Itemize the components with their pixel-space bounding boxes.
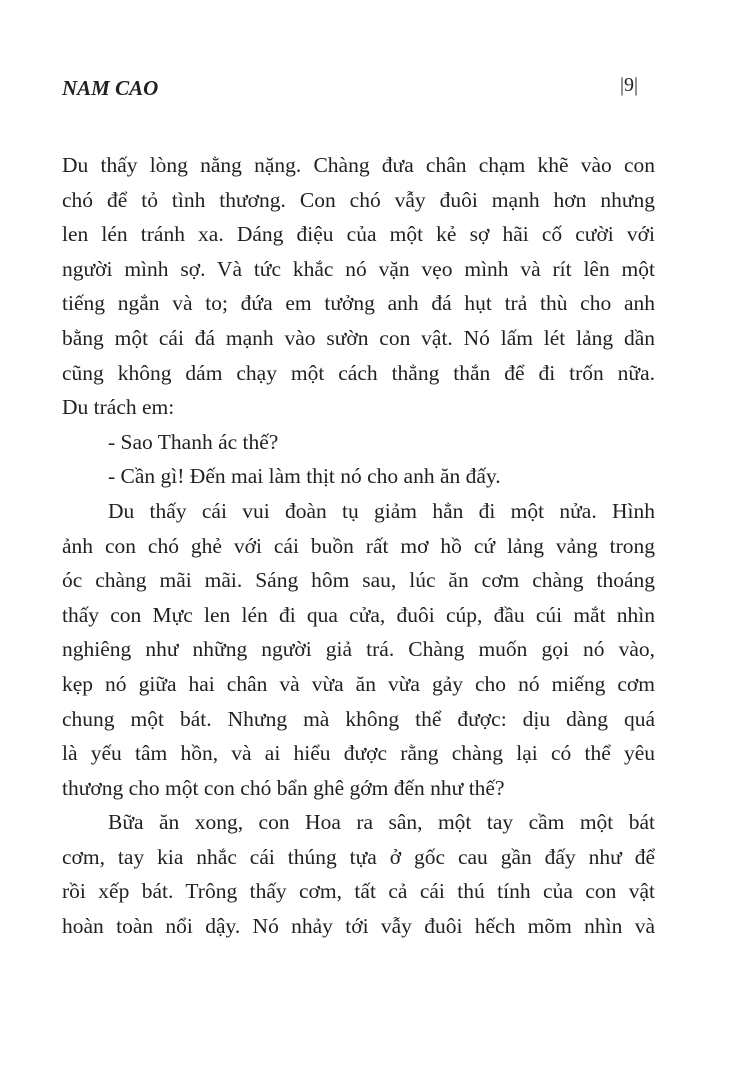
text-line: kẹp nó giữa hai chân và vừa ăn vừa gảy cho nó miếng cơm — [62, 671, 655, 696]
paragraph — [62, 494, 655, 805]
paragraph — [62, 425, 655, 460]
paragraph — [62, 805, 655, 943]
body-text — [62, 148, 655, 944]
text-line: Bữa ăn xong, con Hoa ra sân, một tay cầm một bát — [108, 810, 655, 835]
running-header-author: NAM CAO — [62, 76, 159, 100]
text-line: cơm, tay kia nhắc cái thúng tựa ở gốc cau gần đấy như để — [62, 844, 655, 869]
text-line: ảnh con chó ghẻ với cái buồn rất mơ hồ cứ lảng vảng trong — [62, 533, 655, 558]
text-line: là yếu tâm hồn, và ai hiểu được rằng chàng lại có thể yêu — [62, 741, 655, 766]
text-line: người mình sợ. Và tức khắc nó vặn vẹo mình và rít lên một — [62, 256, 655, 281]
text-line: chung một bát. Nhưng mà không thể được: dịu dàng quá — [62, 706, 655, 731]
text-line: chó để tỏ tình thương. Con chó vẫy đuôi mạnh hơn nhưng — [62, 187, 655, 212]
text-line: len lén tránh xa. Dáng điệu của một kẻ sợ hãi cố cười với — [62, 222, 655, 247]
text-line: Du thấy lòng nằng nặng. Chàng đưa chân chạm khẽ vào con — [62, 153, 655, 177]
text-line: thương cho một con chó bẩn ghê gớm đến như thế? — [62, 775, 505, 800]
text-line: rồi xếp bát. Trông thấy cơm, tất cả cái thú tính của con vật — [62, 879, 655, 904]
page-number: |9| — [620, 74, 639, 96]
text-line: óc chàng mãi mãi. Sáng hôm sau, lúc ăn cơm chàng thoáng — [62, 568, 655, 593]
text-line: tiếng ngắn và to; đứa em tưởng anh đá hụt trả thù cho anh — [62, 291, 655, 316]
text-line: thấy con Mực len lén đi qua cửa, đuôi cúp, đầu cúi mắt nhìn — [62, 602, 655, 627]
text-line: cũng không dám chạy một cách thẳng thắn để đi trốn nữa. — [62, 360, 655, 385]
text-line: nghiêng như những người giả trá. Chàng muốn gọi nó vào, — [62, 637, 655, 662]
text-line: hoàn toàn nổi dậy. Nó nhảy tới vẫy đuôi hếch mõm nhìn và — [62, 914, 655, 939]
text-line: - Cần gì! Đến mai làm thịt nó cho anh ăn đấy. — [108, 464, 501, 489]
text-line: - Sao Thanh ác thế? — [108, 429, 279, 454]
text-line: Du trách em: — [62, 395, 175, 420]
text-line: bằng một cái đá mạnh vào sườn con vật. Nó lấm lét lảng dần — [62, 325, 655, 350]
text-line: Du thấy cái vui đoàn tụ giảm hẳn đi một nửa. Hình — [108, 498, 655, 523]
paragraph — [62, 459, 655, 494]
paragraph — [62, 148, 655, 425]
